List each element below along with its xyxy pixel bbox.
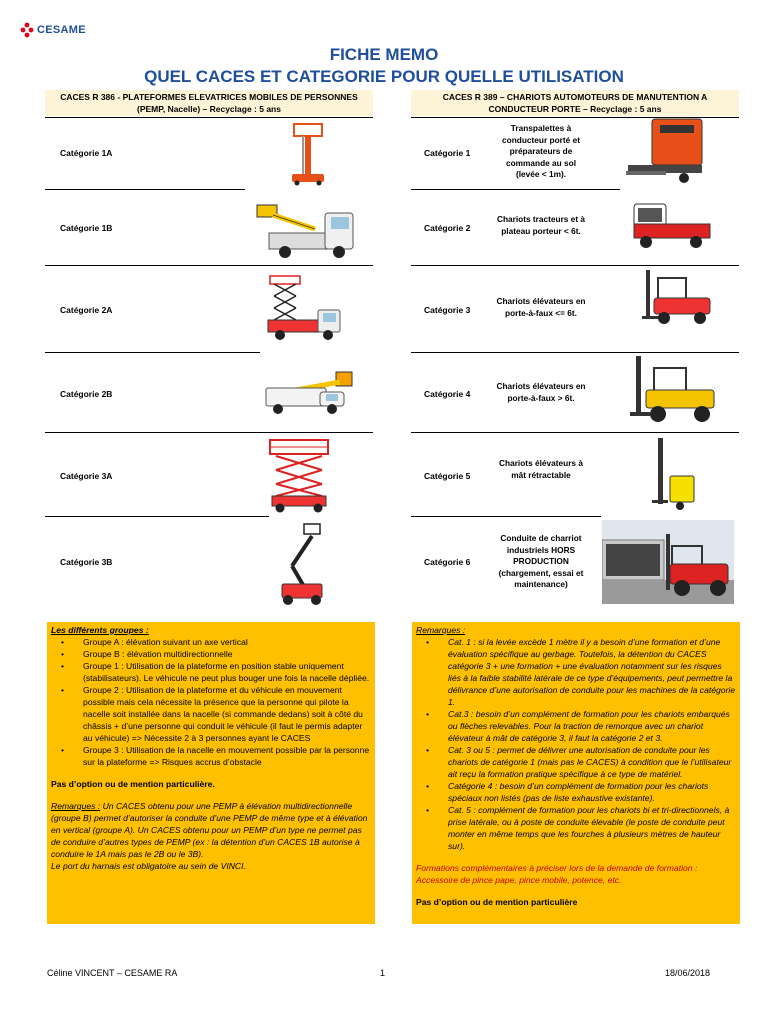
groups-info-box — [47, 622, 375, 924]
row-divider — [411, 432, 739, 433]
right-category-label: Catégorie 4 — [424, 389, 471, 399]
remark-item: • Cat. 1 : si la levée excède 1 mètre il y a besoin d’une formation et d’une évaluation spécifique au gerbage. Toutefois, la détention du CACES catégorie 3 + une formation + une évaluation notamment sur les risques liés à la faible stabilité latérale de ce type d’équipements, peut permettre la délivrance d’une autorisation de conduite pour les machines de la catégorie 1. — [416, 636, 736, 708]
row-divider — [411, 265, 739, 266]
right-category-label: Catégorie 3 — [424, 305, 471, 315]
right-category-description: Transpalettes à conducteur porté et préparateurs de commande au sol (levée < 1m). — [502, 123, 580, 179]
left-column-heading — [45, 90, 373, 116]
van-aerial-bucket-image — [260, 370, 356, 416]
cesame-logo — [20, 22, 86, 38]
no-option-note: Pas d’option ou de mention particulière. — [51, 779, 215, 789]
right-category-description: Conduite de charriot industriels HORS PRODUCTION (chargement, essai et maintenance) — [498, 533, 584, 589]
vertical-mast-lift-image — [288, 118, 328, 186]
group-item: • Groupe 3 : Utilisation de la nacelle en mouvement possible par la personne sur la plateforme => Risques accrus d’obstacle — [51, 744, 371, 768]
right-category-label: Catégorie 1 — [424, 148, 471, 158]
remark-item: • Catégorie 4 : besoin d’un complément de formation pour les chariots spéciaux non listés (pas de liste exhaustive existante). — [416, 780, 736, 804]
group-item: • Groupe B : élévation multidirectionnelle — [51, 648, 371, 660]
remarks-info-box — [412, 622, 740, 924]
page-subtitle: QUEL CACES ET CATEGORIE POUR QUELLE UTILISATION — [144, 67, 624, 86]
truck-mounted-boom-image — [255, 193, 358, 263]
truck-loading-forklift-image — [602, 520, 734, 604]
right-category-description: Chariots élévateurs à mât rétractable — [499, 458, 583, 480]
no-option-note: Pas d’option ou de mention particulière — [416, 897, 578, 907]
left-category-label: Catégorie 1A — [60, 148, 113, 158]
rider-pallet-truck-image — [624, 115, 708, 187]
remarks-heading: Remarques : — [416, 625, 466, 635]
left-category-label: Catégorie 3B — [60, 557, 113, 567]
truck-scissor-lift-image — [264, 272, 344, 348]
left-category-label: Catégorie 2A — [60, 305, 113, 315]
right-heading-line2: CONDUCTEUR PORTE – Recyclage : 5 ans — [488, 104, 662, 114]
right-category-description: Chariots élévateurs en porte-à-faux > 6t. — [496, 381, 586, 403]
right-category-label: Catégorie 5 — [424, 471, 471, 481]
scissor-lift-image — [268, 438, 330, 514]
row-divider — [45, 265, 373, 266]
remark-item: • Cat.3 : besoin d’un complément de formation pour les chariots embarqués ou flèches relevables. Pour la traction de remorque avec un chariot élévateur à mât de catégorie 3, il faut la catégorie 2 et 3. — [416, 708, 736, 744]
platform-tractor-image — [630, 198, 714, 252]
footer-page-number: 1 — [380, 968, 386, 978]
cesame-logo-icon — [20, 22, 34, 38]
left-category-label: Catégorie 3A — [60, 471, 113, 481]
right-category-description: Chariots élévateurs en porte-à-faux <= 6t. — [496, 296, 586, 318]
footer-date: 18/06/2018 — [665, 968, 711, 978]
extra-training-note: Formations complémentaires à préciser lors de la demande de formation : Accessoire de pince pape, pince mobile, potence, etc. — [416, 863, 698, 885]
forklift-cat3-image — [640, 268, 716, 326]
groups-heading: Les différents groupes : — [51, 625, 149, 635]
remarks-label: Remarques : — [51, 801, 101, 811]
left-category-label: Catégorie 2B — [60, 389, 113, 399]
group-item: • Groupe 2 : Utilisation de la plateforme et du véhicule en mouvement possible mais cela nécessite la présence que la personne qui pilote la nacelle soit installée dans la nacelle (si commande dedans) soit à côté du châssis + d’une personne qui conduit le véhicule (il faut le permis adapter au véhicule) => Nécessite 2 à 3 personnes ayant le CACES — [51, 684, 371, 744]
right-column-heading — [411, 90, 739, 116]
remark-item: • Cat. 3 ou 5 : permet de délivrer une autorisation de conduite pour les chariots de catégorie 1 (mais pas le CACES) à condition que le l’utilisateur ait reçu la formation pratique spécifique à ce type de matériel. — [416, 744, 736, 780]
group-item: • Groupe A : élévation suivant un axe vertical — [51, 636, 371, 648]
row-divider — [45, 189, 245, 190]
right-category-label: Catégorie 6 — [424, 557, 471, 567]
row-divider — [45, 432, 373, 433]
row-divider — [45, 516, 269, 517]
page-title: FICHE MEMO — [329, 45, 439, 64]
row-divider — [411, 516, 601, 517]
row-divider — [411, 189, 620, 190]
row-divider — [411, 352, 739, 353]
groups-list — [51, 636, 371, 768]
remarks-text: Un CACES obtenu pour une PEMP à élévation multidirectionnelle (groupe B) permet d’autoriser la conduite d’une PEMP de même type et à élévation en vertical (groupe A). Un CACES obtenu pour un PEMP d’un type ne permet pas de conduire d’autres types de PEMP (ex : la détention d’un CACES 1B autorise à conduire le 1A mais pas le 2B ou le 3B). — [51, 801, 368, 859]
right-category-label: Catégorie 2 — [424, 223, 471, 233]
left-heading-line2: (PEMP, Nacelle) – Recyclage : 5 ans — [137, 104, 281, 114]
left-heading-line1: CACES R 386 - PLATEFORMES ELEVATRICES MOBILES DE PERSONNES — [60, 92, 358, 102]
left-category-label: Catégorie 1B — [60, 223, 113, 233]
heavy-forklift-image — [628, 354, 720, 424]
remarks-list — [416, 636, 736, 852]
harness-note: Le port du harnais est obligatoire au sein de VINCI. — [51, 861, 246, 871]
remark-item: • Cat. 5 : complément de formation pour les chariots bi et tri-directionnels, à prise latérale, ou à poste de conduite élevable (le poste de conduite peut monter en même temps que les fourches à plusieurs mètres de hauteur sur). — [416, 804, 736, 852]
remarks-paragraph — [51, 800, 371, 860]
logo-text: CESAME — [37, 24, 86, 36]
footer-author: Céline VINCENT – CESAME RA — [47, 968, 178, 978]
right-category-description: Chariots tracteurs et à plateau porteur < 6t. — [496, 214, 586, 236]
reach-truck-image — [650, 436, 698, 512]
group-item: • Groupe 1 : Utilisation de la plateforme en position stable uniquement (stabilisateurs). Le véhicule ne peut plus bouger une fois la nacelle dépliée. — [51, 660, 371, 684]
row-divider — [45, 352, 260, 353]
right-heading-line1: CACES R 389 – CHARIOTS AUTOMOTEURS DE MANUTENTION A — [442, 92, 708, 102]
articulated-boom-lift-image — [272, 520, 332, 608]
